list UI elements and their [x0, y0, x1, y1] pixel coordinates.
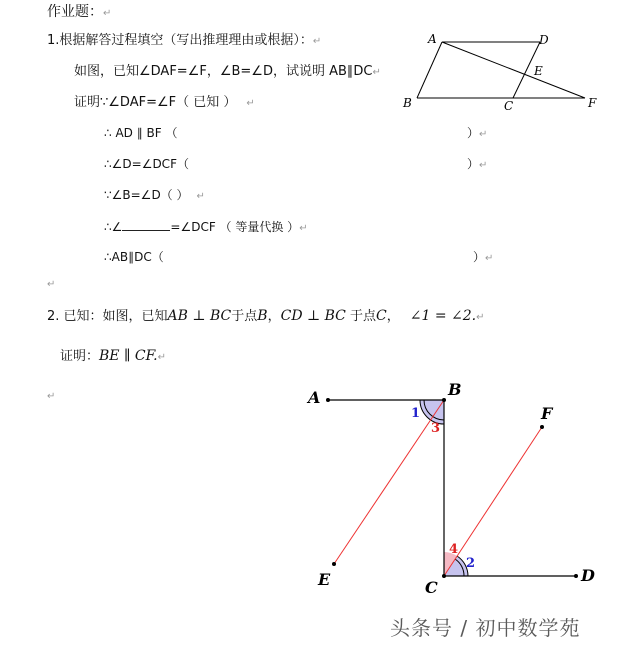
angle-label-3: 3 [431, 421, 441, 436]
q1-step-1: ∴ AD ∥ BF （ [104, 126, 178, 140]
q1-figure [395, 30, 605, 114]
point-label-a: A [428, 32, 437, 46]
q1-step-5-end: ）↵ [473, 250, 494, 264]
q2-figure [300, 380, 610, 600]
q1-proof-intro: 证明∵∠DAF=∠F（ 已知 ） ↵ [74, 95, 255, 110]
worksheet-title: 作业题：↵ [47, 4, 112, 20]
point-label-d: D [581, 566, 595, 585]
segment-cf [444, 427, 542, 576]
point-label-f: F [541, 404, 553, 423]
q1-step-1-end: ）↵ [467, 126, 488, 140]
q1-step-4: ∴∠ =∠DCF （ 等量代换 ）↵ [104, 220, 308, 234]
q1-step-3: ∵∠B=∠D（ ） ↵ [104, 188, 205, 202]
point-label-b: B [448, 380, 462, 399]
q1-heading: 1.根据解答过程填空（写出推理理由或根据）：↵ [47, 33, 322, 48]
point-label-b: B [403, 96, 412, 110]
q1-step-2: ∴∠D=∠DCF（ [104, 157, 189, 171]
point-label-c: C [425, 578, 438, 597]
paragraph-mark: ↵ [47, 391, 56, 402]
paragraph-mark: ↵ [103, 8, 112, 19]
point-label-d: D [539, 33, 549, 47]
point-label-e: E [318, 570, 331, 589]
q1-step-2-end: ）↵ [467, 157, 488, 171]
segment-be [334, 400, 444, 564]
point-label-e: E [534, 64, 543, 78]
angle-label-2: 2 [466, 556, 476, 571]
q1-given: 如图，已知∠DAF=∠F，∠B=∠D，试说明 AB∥DC↵ [74, 64, 381, 79]
point-label-a: A [308, 388, 321, 407]
q2-statement: 2. 已知：如图，已知AB ⊥ BC于点B，CD ⊥ BC 于点C， ∠1 = ∠2.↵ [47, 308, 485, 324]
angle-label-1: 1 [411, 406, 421, 421]
paragraph-mark: ↵ [47, 279, 56, 290]
q2-proof: 证明：BE ∥ CF.↵ [60, 348, 166, 364]
angle-label-4: 4 [449, 542, 459, 557]
point-label-c: C [504, 99, 514, 113]
fill-in-blank[interactable] [122, 220, 170, 231]
q1-step-5: ∴AB∥DC（ [104, 250, 164, 264]
watermark: 头条号 / 初中数学苑 [390, 616, 581, 640]
point-label-f: F [588, 96, 597, 110]
